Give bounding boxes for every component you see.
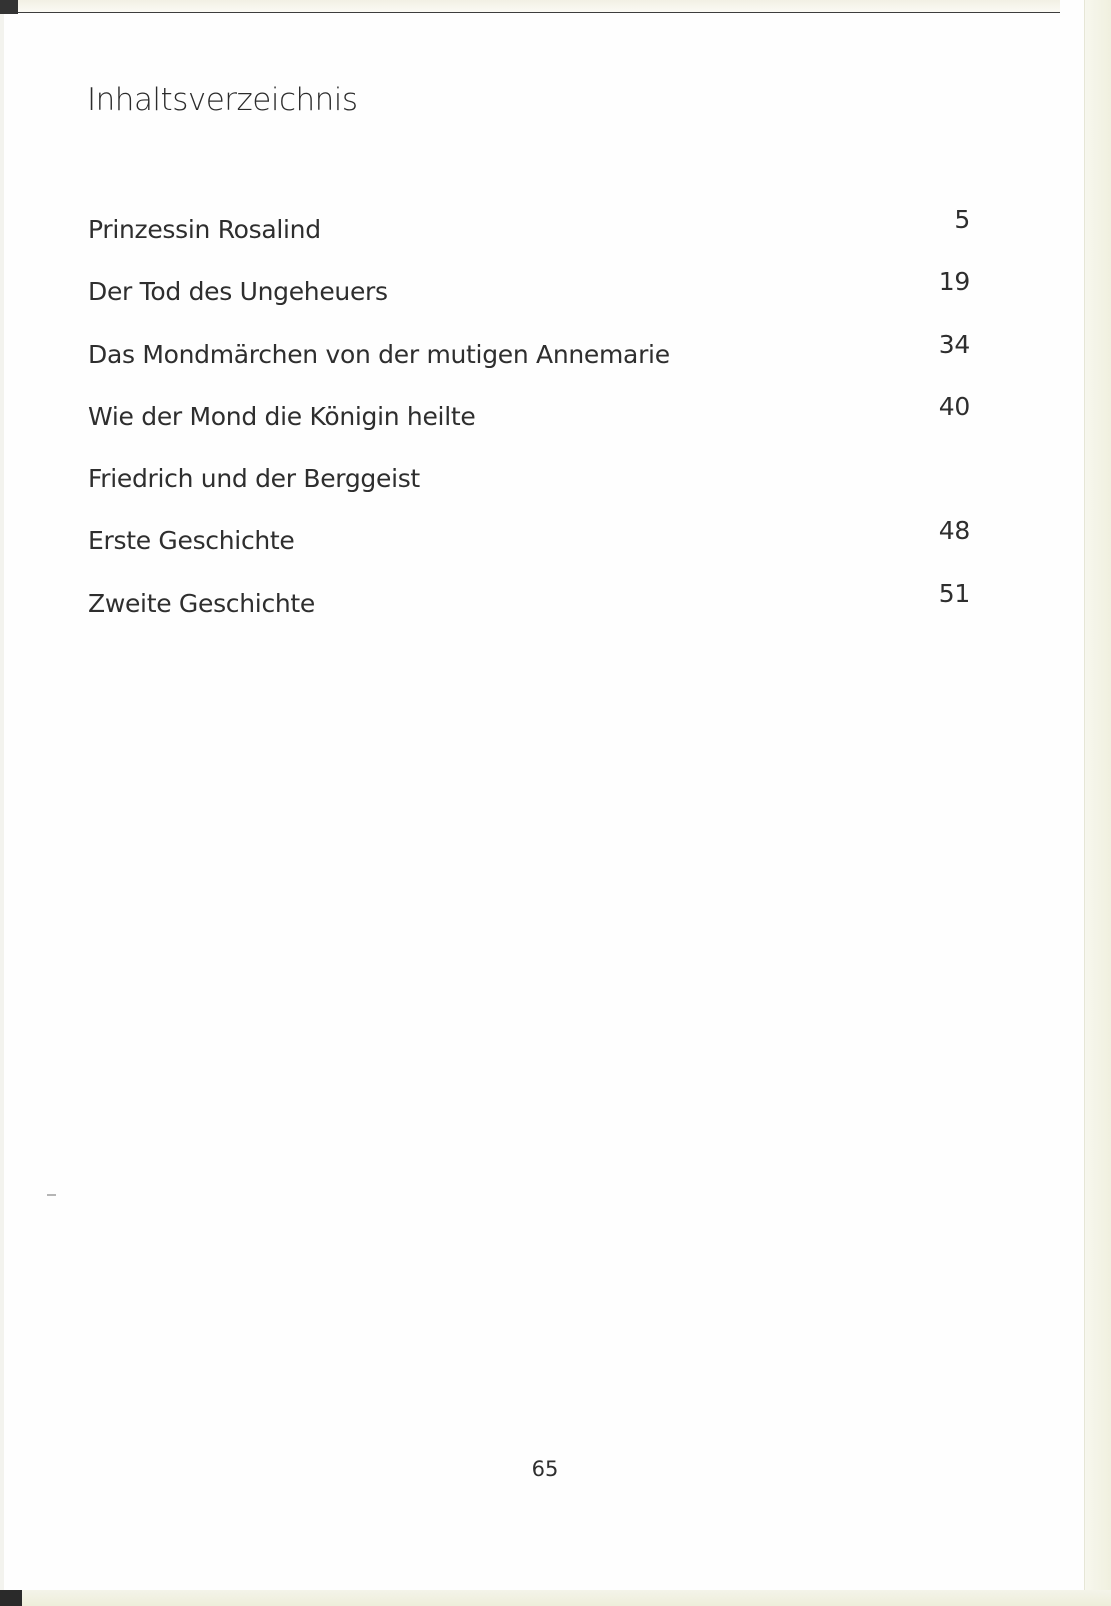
toc-entry xyxy=(88,267,970,329)
toc-entry-page: 51 xyxy=(938,578,970,608)
scan-edge-left xyxy=(0,14,4,1594)
toc-entry xyxy=(88,516,970,578)
toc-entry xyxy=(88,330,970,392)
scan-corner-top-left xyxy=(0,0,18,14)
toc-entry-page: 40 xyxy=(938,391,970,421)
toc-entry-page: 5 xyxy=(954,205,970,234)
toc-entry-page: 48 xyxy=(938,516,970,546)
page-number: 65 xyxy=(531,1457,559,1481)
toc-entry-page: 19 xyxy=(938,267,970,297)
toc-entry xyxy=(88,454,970,516)
toc-entry xyxy=(88,205,970,267)
toc-entry xyxy=(88,579,970,641)
scan-corner-bottom-left xyxy=(0,1590,22,1606)
scan-edge-right xyxy=(1084,0,1111,1606)
toc-entry-title: Zweite Geschichte xyxy=(88,588,316,618)
scan-speck xyxy=(47,1194,56,1196)
page-title: Inhaltsverzeichnis xyxy=(87,82,358,118)
table-of-contents xyxy=(88,205,970,641)
toc-entry-title: Wie der Mond die Königin heilte xyxy=(88,401,476,431)
toc-entry-title: Prinzessin Rosalind xyxy=(88,215,321,244)
scan-edge-top xyxy=(0,0,1060,13)
scan-edge-bottom xyxy=(0,1590,1111,1606)
toc-entry-title: Das Mondmärchen von der mutigen Annemarie xyxy=(88,339,670,369)
toc-entry-title: Friedrich und der Berggeist xyxy=(88,464,420,494)
toc-entry xyxy=(88,392,970,454)
toc-entry-page: 34 xyxy=(938,329,970,359)
toc-entry-title: Der Tod des Ungeheuers xyxy=(88,277,388,307)
toc-entry-title: Erste Geschichte xyxy=(88,526,295,556)
